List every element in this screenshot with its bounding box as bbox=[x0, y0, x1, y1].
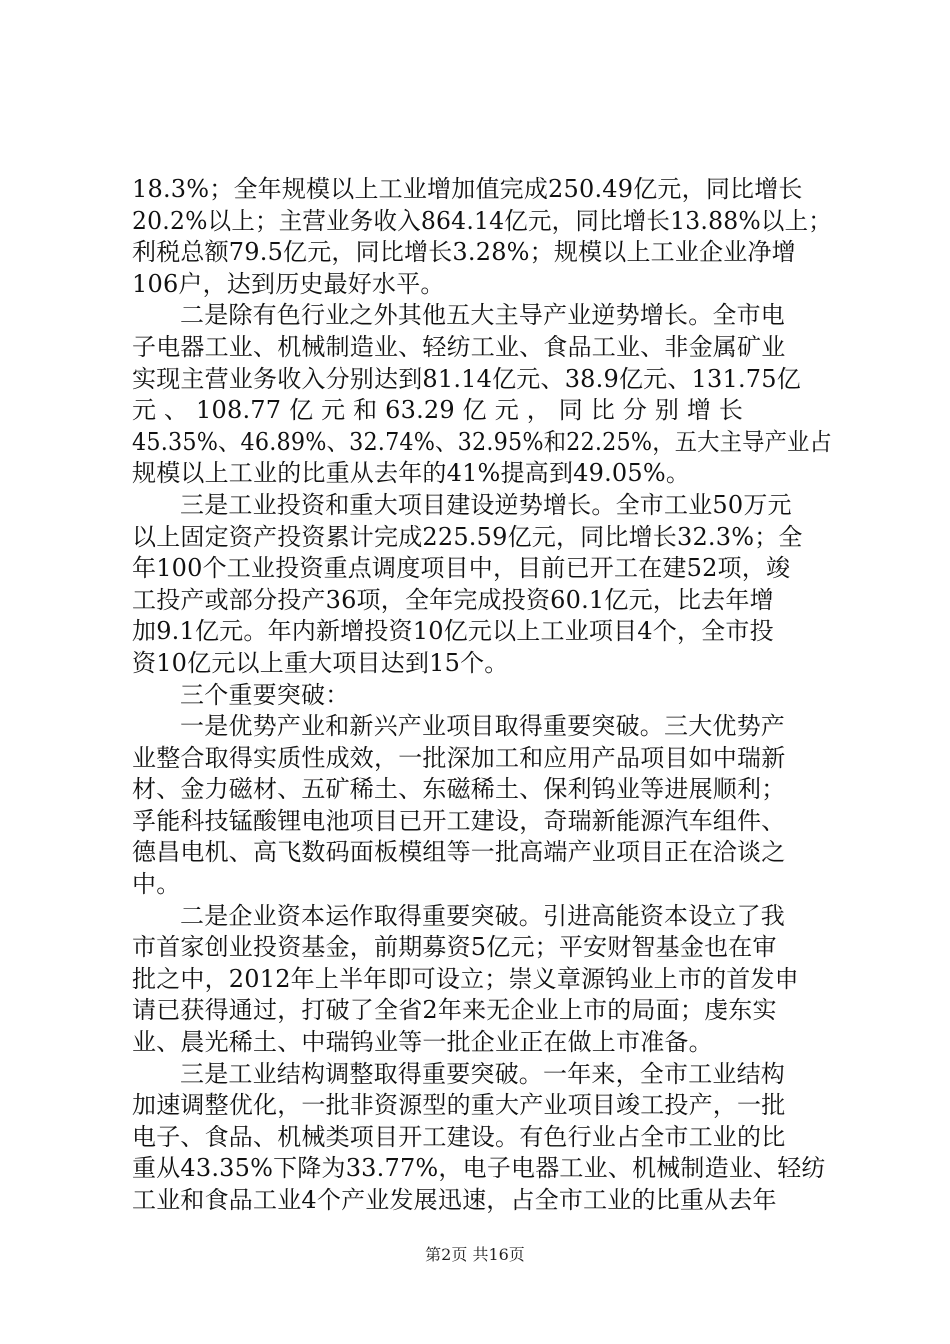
text-line: 加速调整优化，一批非资源型的重大产业项目竣工投产，一批 bbox=[132, 1091, 786, 1120]
text-line: 实现主营业务收入分别达到81.14亿元、38.9亿元、131.75亿 bbox=[132, 364, 801, 393]
text-line: 二是企业资本运作取得重要突破。引进高能资本设立了我 bbox=[180, 901, 785, 930]
text-line: 年100个工业投资重点调度项目中，目前已开工在建52项，竣 bbox=[132, 554, 791, 583]
text-line: 工业和食品工业4个产业发展迅速，占全市工业的比重从去年 bbox=[132, 1186, 777, 1214]
text-line: 市首家创业投资基金，前期募资5亿元；平安财智基金也在审 bbox=[132, 933, 777, 962]
text-line: 孚能科技锰酸锂电池项目已开工建设，奇瑞新能源汽车组件、 bbox=[132, 806, 786, 835]
text-line: 业整合取得实质性成效，一批深加工和应用产品项目如中瑞新 bbox=[132, 743, 786, 772]
text-line: 二是除有色行业之外其他五大主导产业逆势增长。全市电 bbox=[180, 301, 785, 330]
text-line: 批之中，2012年上半年即可设立；崇义章源钨业上市的首发申 bbox=[132, 964, 799, 993]
text-line: 元 、 108.77 亿 元 和 63.29 亿 元 ， 同 比 分 别 增 长 bbox=[132, 396, 744, 425]
text-line: 利税总额79.5亿元，同比增长3.28%；规模以上工业企业净增 bbox=[132, 238, 796, 267]
text-line: 资10亿元以上重大项目达到15个。 bbox=[132, 648, 509, 677]
page-footer: 第2页 共16页 bbox=[425, 1245, 525, 1264]
text-line: 三个重要突破： bbox=[180, 680, 350, 709]
text-line: 工投产或部分投产36项，全年完成投资60.1亿元，比去年增 bbox=[132, 585, 774, 614]
text-line: 重从43.35%下降为33.77%，电子电器工业、机械制造业、轻纺 bbox=[132, 1154, 826, 1183]
text-line: 材、金力磁材、五矿稀土、东磁稀土、保利钨业等进展顺利； bbox=[132, 775, 786, 804]
text-line: 加9.1亿元。年内新增投资10亿元以上工业项目4个，全市投 bbox=[132, 617, 774, 646]
text-line: 以上固定资产投资累计完成225.59亿元，同比增长32.3%；全 bbox=[132, 522, 803, 551]
text-line: 三是工业投资和重大项目建设逆势增长。全市工业50万元 bbox=[180, 490, 792, 519]
text-line: 德昌电机、高飞数码面板模组等一批高端产业项目正在洽谈之 bbox=[132, 838, 786, 867]
text-line: 20.2%以上；主营业务收入864.14亿元，同比增长13.88%以上； bbox=[132, 206, 832, 235]
text-line: 中。 bbox=[132, 870, 181, 899]
text-line: 规模以上工业的比重从去年的41%提高到49.05%。 bbox=[132, 459, 691, 488]
text-line: 子电器工业、机械制造业、轻纺工业、食品工业、非金属矿业 bbox=[132, 332, 786, 361]
text-line: 45.35%、46.89%、32.74%、32.95%和22.25%，五大主导产业占 bbox=[132, 427, 832, 456]
text-line: 18.3%；全年规模以上工业增加值完成250.49亿元，同比增长 bbox=[132, 175, 803, 203]
text-line: 请已获得通过，打破了全省2年来无企业上市的局面；虔东实 bbox=[132, 996, 777, 1025]
text-line: 106户，达到历史最好水平。 bbox=[132, 269, 445, 298]
document-body bbox=[132, 174, 832, 1217]
text-line: 一是优势产业和新兴产业项目取得重要突破。三大优势产 bbox=[180, 712, 785, 741]
text-line: 三是工业结构调整取得重要突破。一年来，全市工业结构 bbox=[180, 1059, 785, 1088]
text-line: 业、晨光稀土、中瑞钨业等一批企业正在做上市准备。 bbox=[132, 1028, 713, 1057]
text-line: 电子、食品、机械类项目开工建设。有色行业占全市工业的比 bbox=[132, 1122, 786, 1151]
